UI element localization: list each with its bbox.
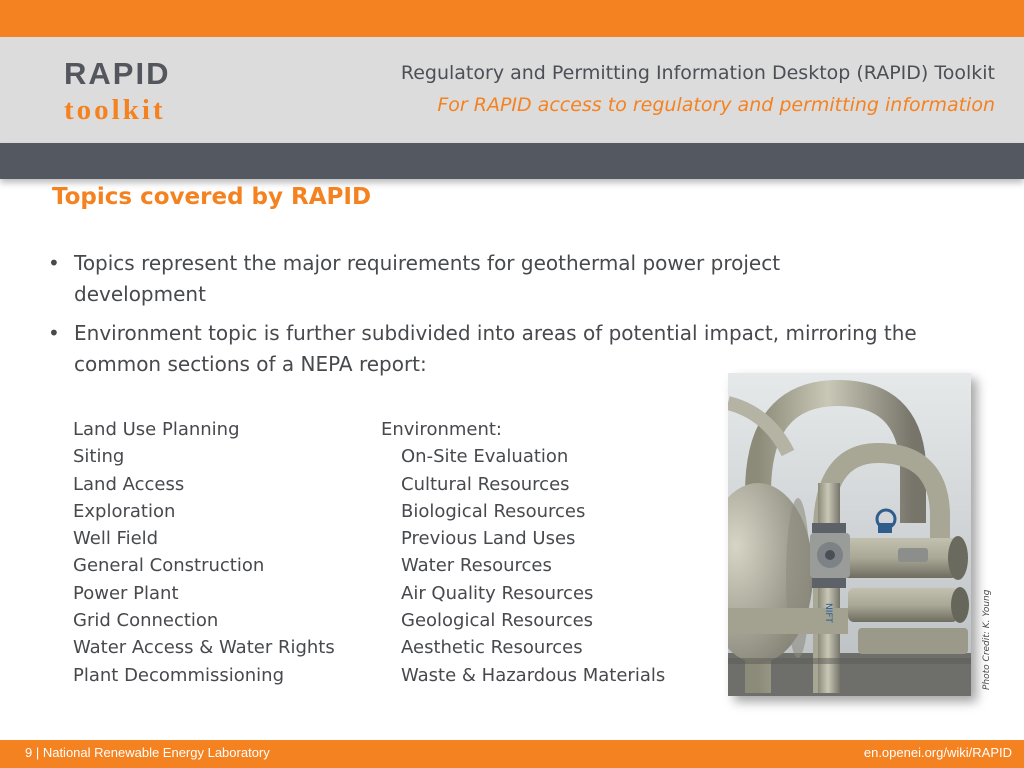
- geothermal-piping-photo: [728, 373, 971, 696]
- bullet-item: [48, 318, 918, 380]
- footer-bar: [0, 740, 1024, 768]
- topic-item: Land Use Planning: [73, 419, 240, 440]
- topic-item: Siting: [73, 446, 125, 468]
- bullet-text: Environment topic is further subdivided into areas of potential impact, mirroring the common sections of a NEPA report:: [74, 321, 917, 376]
- header-divider-band: [0, 143, 1024, 179]
- bullet-list: [48, 248, 918, 388]
- environment-topic-item: Waste & Hazardous Materials: [401, 664, 666, 686]
- environment-topic-item: Previous Land Uses: [401, 528, 576, 550]
- logo-toolkit: toolkit: [64, 94, 166, 126]
- topic-item: Plant Decommissioning: [73, 664, 284, 686]
- topic-item: Well Field: [73, 528, 159, 550]
- topic-item: Exploration: [73, 500, 176, 522]
- topic-item: General Construction: [73, 555, 265, 577]
- bullet-text: Topics represent the major requirements for geothermal power project development: [74, 251, 781, 306]
- bullet-dot-icon: •: [48, 251, 60, 275]
- environment-topic-item: Water Resources: [401, 555, 552, 577]
- photo-credit: Photo Credit: K. Young: [982, 589, 992, 690]
- environment-heading: Environment:: [381, 419, 502, 440]
- environment-topic-item: Biological Resources: [401, 500, 586, 522]
- header-title: Regulatory and Permitting Information Desktop (RAPID) Toolkit: [400, 62, 995, 84]
- slide-title: Topics covered by RAPID: [52, 184, 372, 210]
- footer-url: en.openei.org/wiki/RAPID: [863, 745, 1012, 760]
- header-subtitle: For RAPID access to regulatory and permitting information: [437, 94, 995, 116]
- bullet-item: [48, 248, 918, 310]
- environment-topic-item: Geological Resources: [401, 610, 594, 632]
- environment-topic-item: On-Site Evaluation: [401, 446, 569, 468]
- footer-left-text: 9 | National Renewable Energy Laboratory: [25, 745, 270, 760]
- top-accent-bar: [0, 0, 1024, 37]
- svg-text:NIFT: NIFT: [823, 603, 833, 623]
- topic-item: Grid Connection: [73, 610, 219, 632]
- topic-item: Land Access: [73, 473, 185, 495]
- topic-item: Water Access & Water Rights: [73, 637, 335, 659]
- environment-topic-item: Aesthetic Resources: [401, 637, 583, 659]
- topics-list: [73, 416, 335, 689]
- bullet-dot-icon: •: [48, 321, 60, 345]
- environment-topic-item: Cultural Resources: [401, 473, 570, 495]
- environment-topic-item: Air Quality Resources: [401, 582, 594, 604]
- topic-item: Power Plant: [73, 582, 179, 604]
- logo-rapid: RAPID: [64, 56, 171, 91]
- environment-topics-list: [381, 416, 665, 689]
